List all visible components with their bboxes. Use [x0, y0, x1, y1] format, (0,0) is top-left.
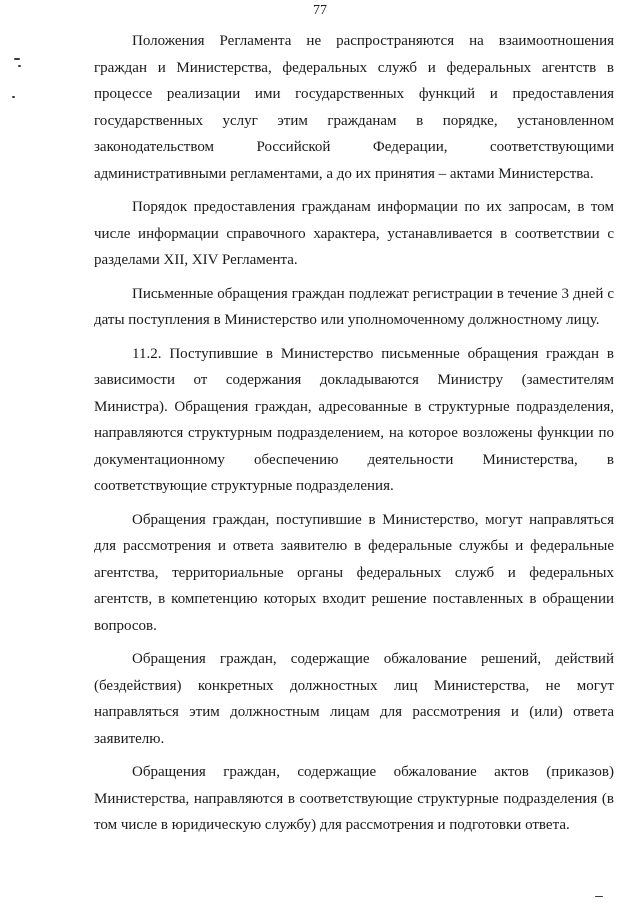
document-body — [94, 28, 614, 839]
paragraph-5: Обращения граждан, поступившие в Министерство, могут направляться для рассмотрения и ответа заявителю в федеральные службы и федеральные агентства, территориальные органы федеральных служб и федеральных агентств, в компетенцию которых входит решение поставленных в обращении вопросов. — [94, 511, 614, 634]
paragraph-3: Письменные обращения граждан подлежат регистрации в течение 3 дней с даты поступления в Министерство или уполномоченному должностному лицу. — [94, 285, 614, 328]
scan-artifact — [14, 58, 20, 60]
paragraph-7: Обращения граждан, содержащие обжалование актов (приказов) Министерства, направляются в соответствующие структурные подразделения (в том числе в юридическую службу) для рассмотрения и подготовки ответа. — [94, 764, 614, 833]
scan-artifact — [595, 896, 603, 897]
paragraph-1: Положения Регламента не распространяются на взаимоотношения граждан и Министерства, федеральных служб и федеральных агентств в процессе реализации ими государственных функций и предоставления государственных услуг этим гражданам в порядке, установленном законодательством Российской Федерации, соответствующими административными регламентами, а до их принятия – актами Министерства. — [94, 33, 614, 182]
page-number: 77 — [313, 3, 327, 18]
paragraph-4: 11.2. Поступившие в Министерство письменные обращения граждан в зависимости от содержания докладываются Министру (заместителям Министра). Обращения граждан, адресованные в структурные подразделения, направляются структурным подразделением, на которое возложены функции по документационному обеспечению деятельности Министерства, в соответствующие структурные подразделения. — [94, 345, 614, 494]
paragraph-6: Обращения граждан, содержащие обжалование решений, действий (бездействия) конкретных должностных лиц Министерства, не могут направляться этим должностным лицам для рассмотрения и (или) ответа заявителю. — [94, 651, 614, 747]
scan-artifact — [12, 96, 15, 98]
scan-artifact — [18, 65, 21, 67]
paragraph-2: Порядок предоставления гражданам информации по их запросам, в том числе информации справочного характера, устанавливается в соответствии с разделами XII, XIV Регламента. — [94, 199, 614, 268]
